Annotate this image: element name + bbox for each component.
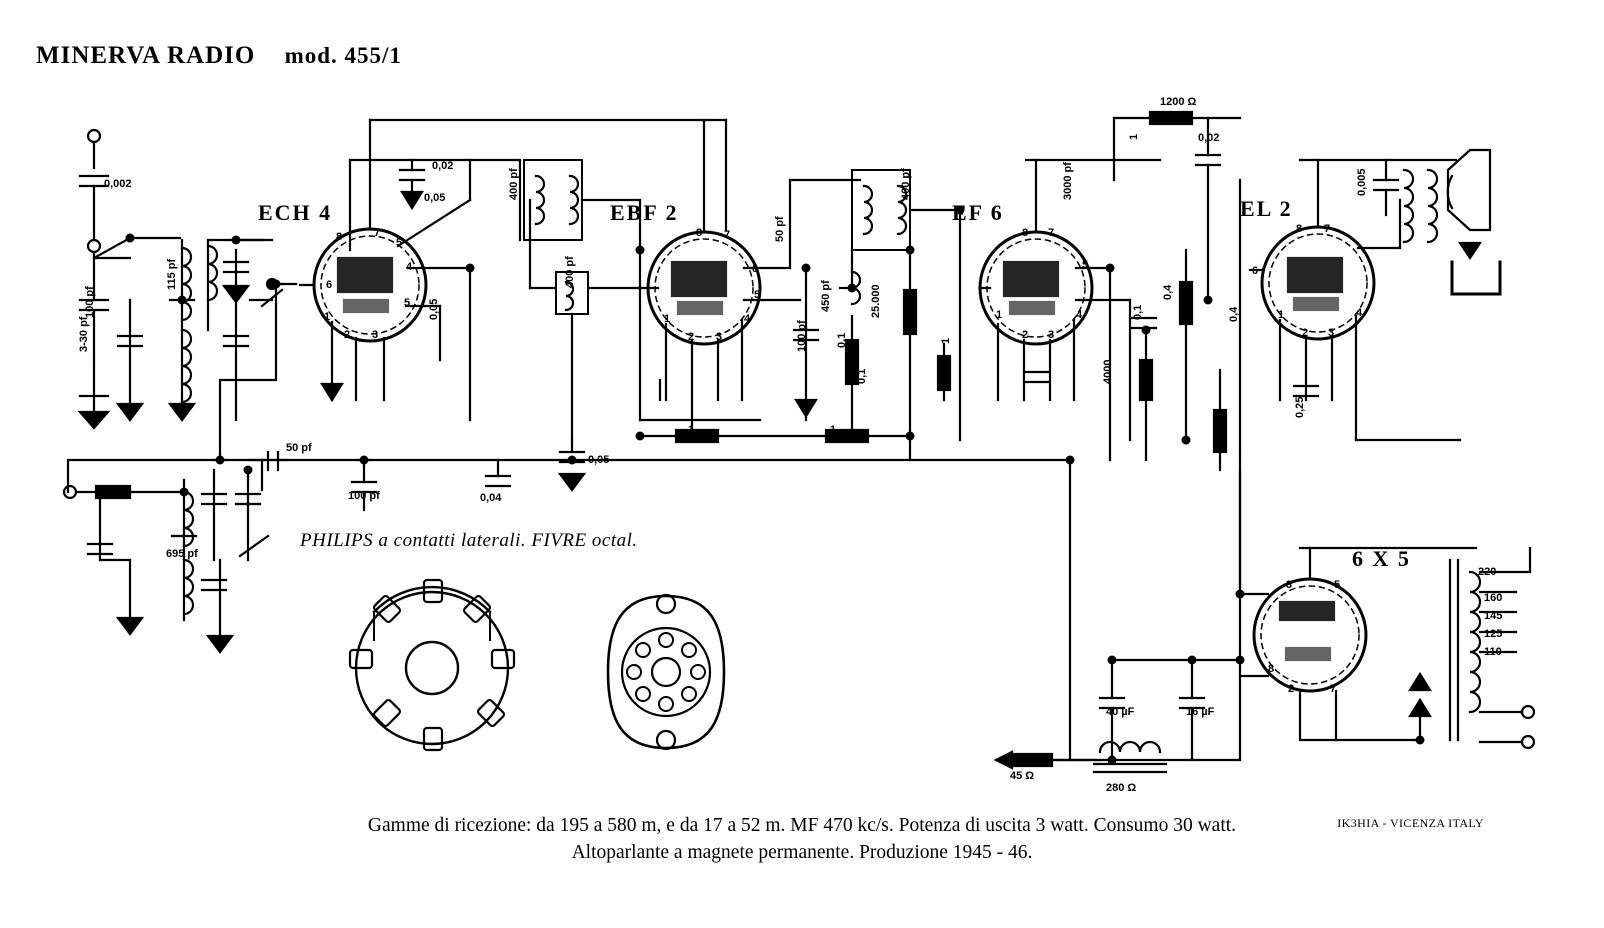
component-label-22: 1 [830, 424, 837, 436]
component-label-24: 1 [1128, 133, 1140, 140]
svg-text:6: 6 [752, 263, 759, 275]
svg-text:5: 5 [1334, 579, 1341, 591]
svg-text:7: 7 [1324, 223, 1331, 235]
svg-text:3: 3 [716, 331, 723, 343]
tube-label-el2: EL 2 [1240, 196, 1293, 221]
component-label-39: 280 Ω [1106, 782, 1137, 794]
component-label-46: 110 [1484, 646, 1502, 658]
spec-line-1: Gamme di ricezione: da 195 a 580 m, e da 17 a 52 m. MF 470 kc/s. Potenza di uscita 3 watt. Consumo 30 watt. [367, 815, 1237, 836]
component-label-42: 220 [1478, 566, 1497, 578]
svg-text:1: 1 [1278, 309, 1285, 321]
component-label-17: 0,1 [836, 332, 848, 348]
svg-text:2: 2 [344, 329, 351, 341]
component-label-4: 0,02 [432, 160, 454, 172]
component-label-21: 1 [688, 424, 695, 436]
component-label-41: 50 Ω [104, 486, 129, 498]
component-label-35: 0,25 [1294, 396, 1306, 418]
component-label-30: 0,4 [1162, 284, 1174, 300]
component-label-7: 0,05 [428, 298, 440, 320]
component-label-44: 145 [1484, 610, 1503, 622]
credit-text: IK3HIA - VICENZA ITALY [1337, 816, 1484, 830]
component-label-25: 3000 pf [1062, 162, 1074, 200]
svg-text:5: 5 [396, 237, 403, 249]
svg-text:3: 3 [1328, 327, 1335, 339]
svg-text:2: 2 [1288, 683, 1295, 695]
svg-text:2: 2 [688, 331, 695, 343]
svg-text:7: 7 [1330, 683, 1337, 695]
socket-annotation-note: PHILIPS a contatti laterali. FIVRE octal. [300, 530, 638, 551]
svg-text:3: 3 [1048, 329, 1055, 341]
component-label-40: 695 pf [166, 548, 198, 560]
svg-text:2: 2 [1022, 329, 1029, 341]
component-label-11: 0,05 [588, 454, 610, 466]
svg-text:7: 7 [724, 229, 731, 241]
component-label-36: 40 µF [1106, 706, 1135, 718]
tube-label-ef6: EF 6 [952, 200, 1004, 225]
component-label-14: 50 pf [774, 216, 786, 242]
component-label-2: 3-30 pf [78, 316, 90, 352]
component-label-18: 0,1 [856, 368, 868, 384]
tube-label-6x5: 6 X 5 [1352, 546, 1411, 571]
component-label-15: 100 pf [796, 320, 808, 352]
component-label-12: 400 pf [564, 256, 576, 288]
component-label-16: 450 pf [820, 280, 832, 312]
component-label-29: 0,1 [1132, 304, 1144, 320]
svg-text:7: 7 [374, 227, 381, 239]
component-label-31: 4000 [1102, 359, 1114, 384]
svg-text:2: 2 [1302, 327, 1309, 339]
svg-text:3: 3 [1286, 579, 1293, 591]
component-label-13: 400 pf [900, 168, 912, 200]
component-label-45: 125 [1484, 628, 1503, 640]
component-label-9: 100 pf [348, 490, 380, 502]
component-label-1: 100 pf [84, 286, 96, 318]
component-label-27: 0,02 [1198, 132, 1220, 144]
component-label-3: 115 pf [166, 258, 178, 290]
component-label-37: 16 µF [1186, 706, 1215, 718]
svg-text:5: 5 [1082, 259, 1089, 271]
component-label-19: 25.000 [870, 284, 882, 318]
svg-text:6: 6 [326, 279, 333, 291]
svg-text:1: 1 [996, 309, 1003, 321]
svg-text:6: 6 [1252, 265, 1259, 277]
svg-text:8: 8 [1268, 663, 1275, 675]
spec-line-2: Altoparlante a magnete permanente. Produzione 1945 - 46. [571, 842, 1033, 863]
svg-text:4: 4 [744, 313, 751, 325]
svg-text:8: 8 [1022, 227, 1029, 239]
svg-text:4: 4 [1076, 309, 1083, 321]
component-label-33: 0,4 [1228, 306, 1240, 322]
component-label-28: 0,005 [1356, 168, 1368, 196]
component-label-38: 45 Ω [1010, 770, 1035, 782]
component-label-23: 1 [940, 337, 952, 344]
svg-text:3: 3 [372, 329, 379, 341]
svg-text:5: 5 [754, 289, 761, 301]
component-label-0: 0,002 [104, 178, 132, 190]
model-number: mod. 455/1 [284, 43, 402, 68]
component-label-5: 0,05 [424, 192, 446, 204]
component-label-6: 400 pf [508, 168, 520, 200]
svg-text:8: 8 [336, 231, 343, 243]
svg-text:1: 1 [324, 311, 331, 323]
component-label-32: 0,25 [1138, 366, 1150, 388]
component-label-34: 0,3 [1212, 426, 1224, 442]
svg-text:8: 8 [1296, 223, 1303, 235]
brand-name: MINERVA RADIO [36, 42, 256, 69]
component-label-8: 50 pf [286, 442, 312, 454]
svg-text:1: 1 [664, 313, 671, 325]
svg-text:7: 7 [1048, 227, 1055, 239]
svg-text:8: 8 [696, 227, 703, 239]
svg-text:4: 4 [1356, 307, 1363, 319]
component-label-20: 0,03 [902, 296, 914, 318]
tube-label-ebf2: EBF 2 [610, 200, 679, 225]
svg-text:4: 4 [406, 261, 413, 273]
tube-label-ech4: ECH 4 [258, 200, 333, 225]
svg-text:5: 5 [404, 297, 411, 309]
component-label-26: 1200 Ω [1160, 96, 1197, 108]
component-label-43: 160 [1484, 592, 1503, 604]
component-label-10: 0,04 [480, 492, 502, 504]
